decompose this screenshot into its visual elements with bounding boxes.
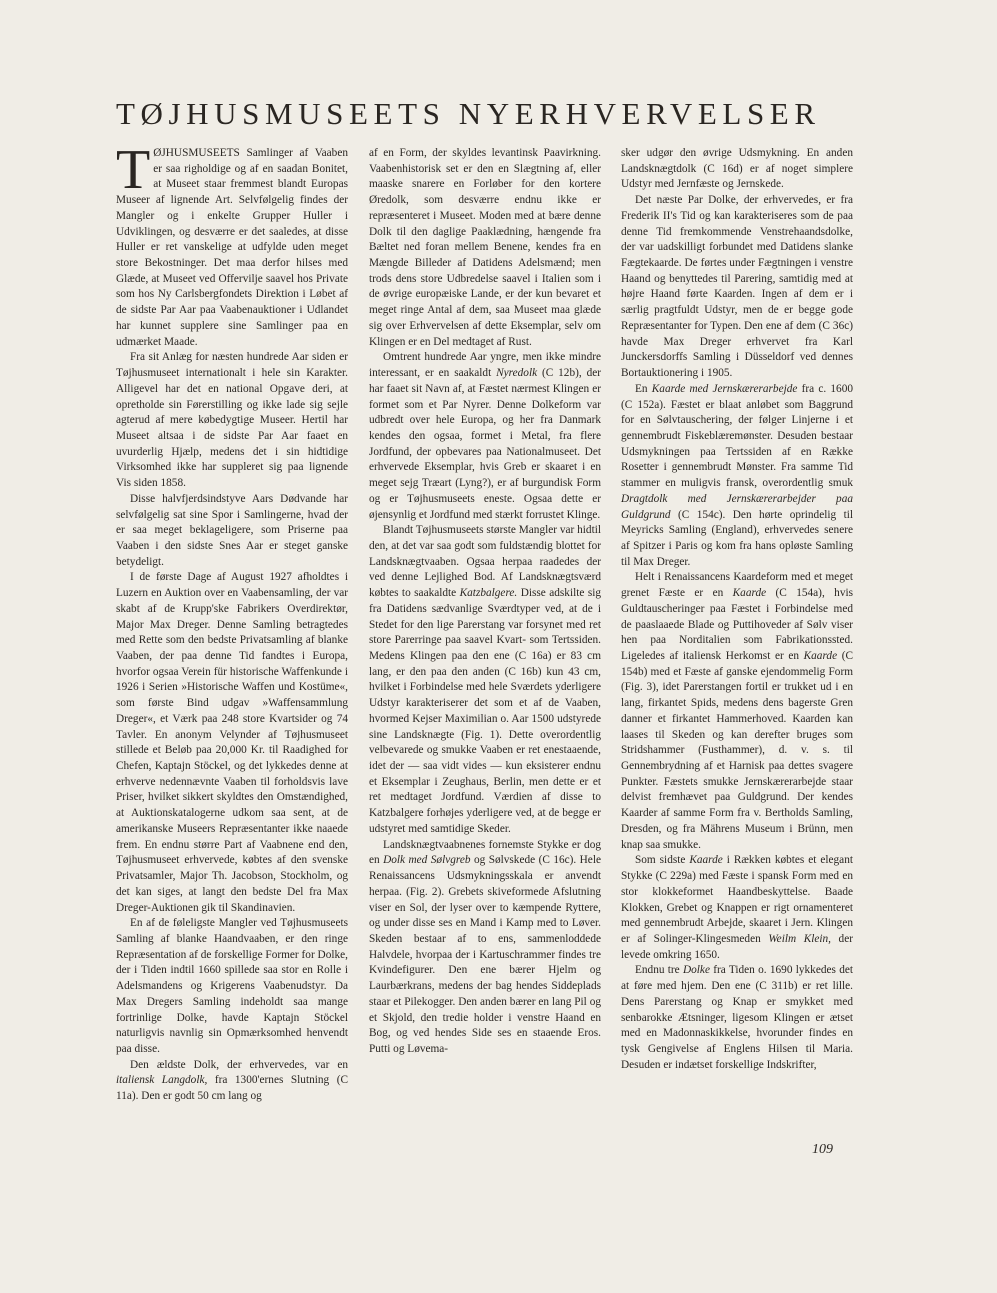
- paragraph: [621, 853, 853, 963]
- paragraph: [369, 350, 601, 523]
- article-title: TØJHUSMUSEETS NYERHVERVELSER: [116, 96, 821, 131]
- paragraph: af en Form, der skyldes levantinsk Paavirkning. Vaabenhistorisk set er den en Slægtning af, eller maaske snarere en Forløber for den kortere Øredolk, som desværre endnu ikke er repræsenteret i Museet. Moden med at bære denne Dolk til den daglige Paaklædning, hængende fra Bæltet ned foran mellem Benene, kendes fra en Mængde Billeder af Datidens Adelsmænd; men trods dens store Udbredelse saavel i Italien som i de øvrige europæiske Lande, er der kun bevaret et meget ringe Antal af dem, saa Museet maa glæde sig over Erhvervelsen af dette Eksemplar, selv om Klingen er en Del medtaget af Rust.: [369, 147, 601, 348]
- paragraph-text: (C 154c). Den hørte oprindelig til Meyricks Samling (England), erhvervedes senere af Spitzer i Paris og kom fra hans opløste Samling til Max Dreger.: [621, 508, 853, 568]
- paragraph-text: Disse adskilte sig fra Datidens sædvanlige Sværdtyper ved, at de i Stedet for den lige Parerstang var forsynet med ret store Parerringe paa saavel Kvart- som Tertssiden. Medens Klingen paa den ene (C 16a) er 83 cm lang, er den paa den anden (C 16b) kun 43 cm, hvilket i Forbindelse med hele Sværdets yderligere Udstyr karakteriserer det som et af de Vaaben, hvormed Kejser Maximilian o. Aar 1500 udstyrede sine Landsknægte (Fig. 1). Dette overordentlig velbevarede og smukke Vaaben er ret enestaaende, idet der — saa vidt vides — kun eksisterer endnu et Eksemplar i Zeughaus, Berlin, men dette er et ret medtaget Jordfund. Værdien af disse to Katzbalgere forhøjes yderligere ved, at de begge er udstyret med samtidige Skeder.: [369, 587, 601, 835]
- paragraph-text: i Rækken købtes et elegant Stykke (C 229a) med Fæste i spansk Form med en stor klokkeformet Haandbeskyttelse. Baade Klokken, Grebet og Knappen er rigt ornamenteret med gennembrudt Arbejde, skaaret i Jern. Klingen er af Solinger-Klingesmeden: [621, 854, 853, 945]
- italic-term: Dolk med Sølvgreb: [383, 854, 471, 867]
- drop-cap: T: [116, 139, 151, 201]
- italic-term: Dragtdolk med Jernskærerarbejder paa Guldgrund: [621, 492, 853, 521]
- paragraph: Det næste Par Dolke, der erhvervedes, er fra Frederik II's Tid og kan karakteriseres som de paa denne Tid fremkommende Venstrehaandsdolke, der var uadskilligt forbundet med Datidens slanke Fægtekaarde. De førtes under Fægtningen i venstre Haand og benyttedes til Parering, samtidig med at højre Haand førte Kaarden. Ingen af dem er i særlig pragtfuldt Udstyr, men de er begge gode Repræsentanter for Typen. Den ene af dem (C 36c) havde Max Dreger erhvervet fra Karl Junckersdorffs Samling i Düsseldorf ved dennes Bortauktionering i 1905.: [621, 194, 853, 380]
- column-1: [116, 139, 349, 1105]
- paragraph-text: og Sølvskede (C 16c). Hele Renaissancens Udsmykningsskala er anvendt herpaa. (Fig. 2). Grebets skiveformede Afslutning viser en Sol, der lyser over to kæmpende Ryttere, og under disse ses en Mand i Kamp med to Løver. Skeden bestaar af to ens, sammenloddede Halvdele, hvorpaa der i Kartuschrammer findes tre Kvindefigurer. Den ene bærer Hjelm og Laurbærkrans, medens der bag hendes Siddeplads staar et Pilekogger. Den anden bærer en lang Pil og et Skjold, den tredie holder i venstre Haand en Bog, og ved hendes Side ses en staaende Eros. Putti og Løvema-: [369, 854, 601, 1055]
- paragraph: [369, 838, 601, 1058]
- paragraph-text: (C 12b), der har faaet sit Navn af, at Fæstet nærmest Klingen er formet som et Par Nyrer. Denne Dolkeform var udbredt over hele Europa, og her fra Danmark kendes den ogsaa, formet i Metal, fra flere Jordfund, der opbevares paa Nationalmuseet. Det erhvervede Eksemplar, hvis Greb er skaaret i en meget sejg Træart (Lyng?), er af burgundisk Form og er Tøjhusmuseets eneste. Ogsaa dette er øjensynlig et Jordfund med stærkt forrustet Klinge.: [369, 367, 601, 521]
- paragraph: [621, 570, 853, 853]
- paragraph: I de første Dage af August 1927 afholdtes i Luzern en Auktion over en Vaabensamling, der var skabt af de Krupp'ske Fabrikers Overdirektør, Major Max Dreger. Denne Samling betragtedes med Rette som den bedste Privatsamling af blanke Vaaben, der paa denne Tid fandtes i Europa, hvorfor ogsaa Verein für historische Waffenkunde i 1926 i Serien »Historische Waffen und Kostüme«, som første Bind udgav »Waffensammlung Dreger«, et Værk paa 248 store Kvartsider og 74 Tavler. En anonym Velynder af Tøjhusmuseet stillede et Beløb paa 20,000 Kr. til Raadighed for Chefen, Kaptajn Stöckel, og det lykkedes denne at erhverve nedennævnte Vaaben til forholdsvis lave Priser, hvilket sikkert skyldtes den Omstændighed, at Auktionskatalogerne udkom saa sent, at de amerikanske Museers Repræsentanter ikke naaede frem. En endnu større Part af Vaabnene end den, Tøjhusmuseet erhvervede, købtes af den svenske Privatsamler, Major Th. Jacobson, Stockholm, og det kan siges, at langt den bedste Del fra Max Dreger-Auktionen gik til Skandinavien.: [116, 571, 348, 914]
- paragraph-text: Helt i Renaissancens Kaardeform med et meget grenet Fæste er en: [621, 571, 853, 600]
- paragraph-text: fra 1300'ernes Slutning (C 11a). Den er godt 50 cm lang og: [116, 1074, 349, 1103]
- italic-term: Kaarde: [689, 854, 723, 867]
- paragraph: [369, 523, 601, 837]
- italic-term: Dolke: [682, 964, 710, 977]
- italic-term: italiensk Langdolk,: [116, 1074, 208, 1087]
- paragraph: [116, 1058, 348, 1105]
- paragraph: [621, 382, 853, 571]
- italic-term: Weilm Klein,: [768, 932, 831, 945]
- paragraph-text: Som sidste: [635, 854, 690, 867]
- paragraph: Fra sit Anlæg for næsten hundrede Aar siden er Tøjhusmuseet internationalt i hele sin Karakter. Alligevel har det en national Opgave deri, at opretholde sin Førerstilling og ikke lade sig sejle agterud af mere købedygtige Museer. Hertil har Museet altsaa i de sidste Par Aar faaet en uvurderlig Hjælp, medens det i sin hidtidige Virksomhed ikke har suppleret sig paa lignende Vis siden 1858.: [116, 351, 348, 490]
- paragraph-text: Endnu tre: [635, 964, 683, 977]
- paragraph-text: (C 154b) med et Fæste af ganske ejendommelig Form (Fig. 3), idet Parerstangen fortil er trukket ud i en lang, firkantet Spids, medens dens bagerste Gren danner et firkantet Hammerhoved. Kaarden kan laases til Skeden og kan derefter bruges som Stridshammer (Fusthammer), d. v. s. til Gennembrydning af et Harnisk paa dettes svagere Punkter. Fæstets smukke Jernskærerarbejde staar delvist fremhævet paa Guldgrund. Der kendes Kaarder af samme Form fra v. Bertholds Samling, Dresden, og fra Mährens Museum i Brünn, men knap saa smukke.: [621, 650, 853, 851]
- paragraph-text: Den ældste Dolk, der erhvervedes, var en: [130, 1058, 348, 1071]
- italic-term: Kaarde: [803, 650, 838, 662]
- italic-term: Katzbalgere.: [459, 587, 518, 600]
- paragraph-text: En: [635, 382, 652, 395]
- paragraph-text: fra Tiden o. 1690 lykkedes det at føre med hjem. Den ene (C 311b) er ret lille. Dens Parerstang og Knap er smykket med senbarokke Ætsninger, ligesom Klingen er ætset med en Madonnaskikkelse, hvorunder findes en tysk Gengivelse af Englens Hilsen til Maria. Desuden er indætset forskellige Indskrifter,: [621, 964, 853, 1071]
- column-3: [621, 146, 853, 1073]
- italic-term: Kaarde: [732, 587, 767, 600]
- paragraph-text: der levede omkring 1650.: [621, 932, 853, 961]
- italic-term: Kaarde med Jernskærerarbejde: [651, 382, 798, 395]
- paragraph-text: Landsknægtvaabnenes fornemste Stykke er dog en: [369, 838, 601, 867]
- column-2: [369, 146, 601, 1058]
- paragraph-text: Blandt Tøjhusmuseets største Mangler var hidtil den, at det var saa godt som fuldstændig blottet for Landsknægtvaaben. Ogsaa herpaa raadedes der ved denne Lejlighed Bod. Af Landsknægtsværd købtes to saakaldte: [369, 524, 601, 600]
- page-number: 109: [812, 1142, 833, 1157]
- paragraph-text: (C 154a), hvis Guldtauscheringer paa Fæstet i Forbindelse med de paaslaaede Blade og Puttihoveder af Sølv viser hen paa Norditalien som Fabrikationssted. Ligeledes af italiensk Herkomst er en: [621, 587, 853, 662]
- paragraph: En af de føleligste Mangler ved Tøjhusmuseets Samling af blanke Haandvaaben, er den ringe Repræsentation af de forskellige Former for Dolke, der i Tiden indtil 1660 spillede saa stor en Rolle i Adelsmandens og Krigerens Vaabenudstyr. Da Max Dregers Samling indeholdt saa mange fortrinlige Dolke, havde Kaptajn Stöckel naturligvis navnlig sin Opmærksomhed henvendt paa disse.: [116, 917, 348, 1055]
- paragraph-text: Omtrent hundrede Aar yngre, men ikke mindre interessant, er en saakaldt: [369, 351, 601, 380]
- paragraph: [621, 963, 853, 1073]
- italic-term: Nyredolk: [496, 367, 538, 380]
- paragraph-text: fra c. 1600 (C 152a). Fæstet er blaat anløbet som Baggrund for en Sølvtauschering, der følger Linjerne i et gennembrudt Fiskeblæremønster. Desuden bestaar Udsmykningen paa Tertssiden af en Række Rosetter i gennembrudt Mønster. Fra samme Tid stammer en muligvis fransk, overordentlig smuk: [621, 382, 854, 490]
- paragraph: sker udgør den øvrige Udsmykning. En anden Landsknægtdolk (C 16d) er af noget simplere Udstyr med Jernfæste og Jernskede.: [621, 147, 853, 191]
- paragraph: [116, 139, 348, 350]
- paragraph: Disse halvfjerdsindstyve Aars Dødvande har selvfølgelig sat sine Spor i Samlingerne, hvad der er saa meget beklageligere, som Priserne paa Vaaben i den sidste Snes Aar er steget ganske betydeligt.: [116, 492, 348, 568]
- paragraph-text: ØJHUSMUSEETS Samlinger af Vaaben er saa righoldige og af en saadan Bonitet, at Museet staar fremmest blandt Europas Museer af lignende Art. Selvfølgelig findes der Mangler og i enkelte Grupper Huller i Udviklingen, og desværre er det saaledes, at disse Huller er ret vanskelige at udfylde uden meget store Bekostninger. Det maa derfor hilses med Glæde, at Museet ved Offervilje saavel hos Private som hos Ny Carlsbergfondets Direktion i Løbet af de sidste Par Aar paa Vaabenauktioner i Udlandet har kunnet supplere sine Samlinger paa en udmærket Maade.: [116, 147, 348, 348]
